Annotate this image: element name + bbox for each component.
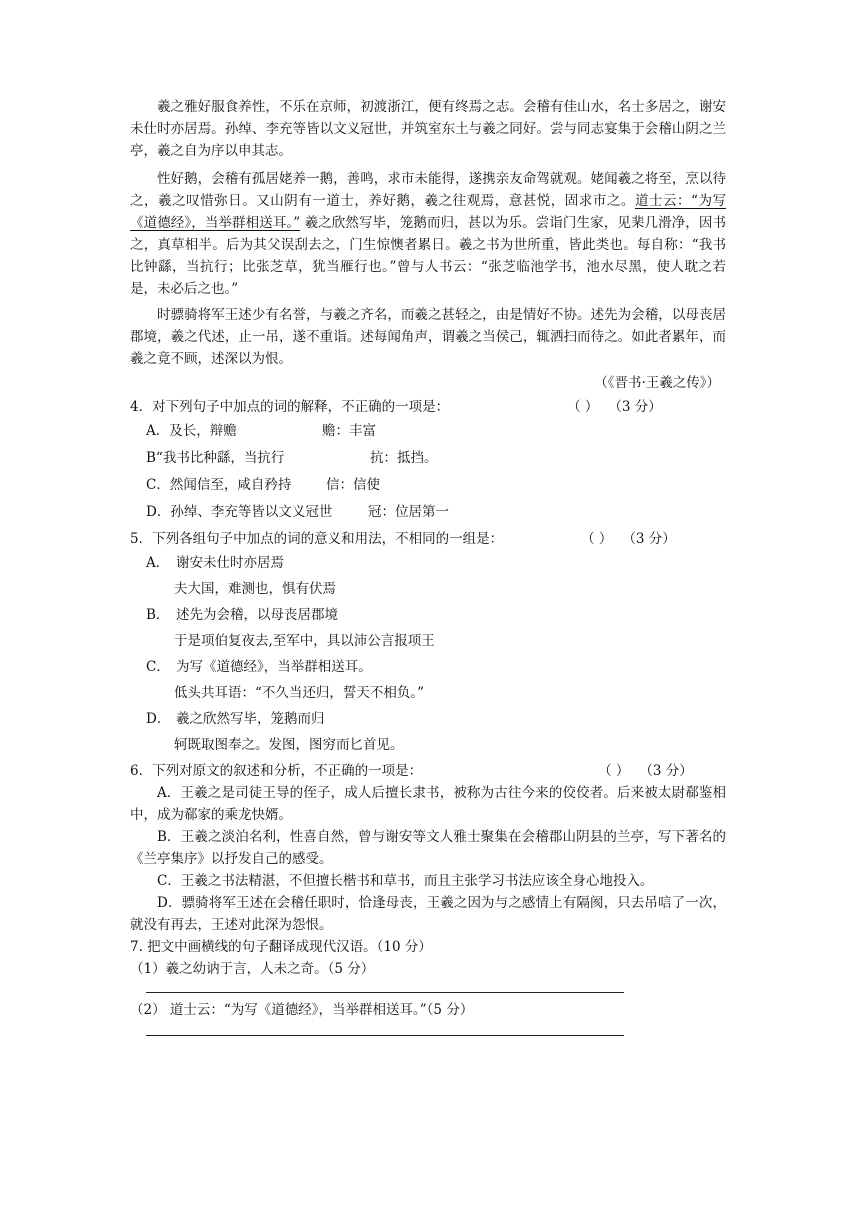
q5-group-b-line1: [130, 602, 726, 628]
q5-group-c-line1: [130, 654, 726, 680]
q5-group-b-label: B．: [146, 607, 170, 623]
q5-group-c-s1: 为写《道德经》，当举群相送耳。: [176, 659, 372, 675]
q5-score: （3 分）: [622, 531, 676, 547]
q7-answer-line-2[interactable]: [146, 1021, 624, 1036]
q6-stem-text: 6．下列对原文的叙述和分析，不正确的一项是：: [130, 763, 423, 779]
content-area: [130, 96, 726, 1036]
q5-group-c-label: C．: [146, 659, 170, 675]
q4-option-d: [130, 499, 726, 526]
q6-score: （3 分）: [639, 763, 693, 779]
q4-score: （3 分）: [608, 399, 662, 415]
q5-stem-text: 5．下列各组句子中加点的词的意义和用法，不相同的一组是：: [130, 531, 504, 547]
q5-groups: [130, 550, 726, 758]
q5-group-d-s1: 羲之欣然写毕，笼鹅而归: [176, 711, 325, 727]
q5-stem: [130, 528, 726, 550]
q4-answer-blank[interactable]: （ ）: [567, 399, 599, 415]
q5-group-c-s2: 低头共耳语：“不久当还归，誓天不相负。”: [174, 685, 425, 701]
passage-p2-after: 羲之欣然写毕，笼鹅而归，甚以为乐。尝诣门生家，见棐几滑净，因书之，真草相半。后为其父误刮去之，门生惊懊者累日。羲之书为世所重，皆此类也。每自称：“我书比钟繇，当抗行；比张芝草，犹当雁行也。”曾与人书云：“张芝临池学书，池水尽黑，使人耽之若是，未必后之也。”: [130, 215, 726, 297]
q5-group-a-s1: 谢安未仕时亦居焉: [176, 555, 284, 571]
q6-option-c: C．王羲之书法精湛，不但擅长楷书和草书，而且主张学习书法应该全身心地投入。: [157, 873, 654, 889]
q6-option-b: B．王羲之淡泊名利，性喜自然，曾与谢安等文人雅士聚集在会稽郡山阴县的兰亭，写下著名的《兰亭集序》以抒发自己的感受。: [130, 829, 726, 867]
q7-sub1: （1）羲之幼讷于言，人未之奇。（5 分）: [130, 961, 375, 977]
passage-paragraph-1: 羲之雅好服食养性，不乐在京师，初渡浙江，便有终焉之志。会稽有佳山水，名士多居之，谢安未仕时亦居焉。孙绰、李充等皆以文义冠世，并筑室东土与羲之同好。尝与同志宴集于会稽山阴之兰亭，羲之自为序以申其志。: [130, 99, 726, 159]
q5-group-a-label: A．: [146, 555, 170, 571]
passage-paragraph-3: 时骠骑将军王述少有名誉，与羲之齐名，而羲之甚轻之，由是情好不协。述先为会稽，以母丧居郡境，羲之代述，止一吊，遂不重诣。述每闻角声，谓羲之当侯己，辄洒扫而待之。如此者累年，而羲之竟不顾，述深以为恨。: [130, 307, 726, 367]
q4-option-c-sentence: C．然闻信至，咸自矜持: [146, 477, 292, 493]
q6-option-a: A．王羲之是司徒王导的侄子，成人后擅长隶书，被称为古往今来的佼佼者。后来被太尉郗鉴相中，成为郗家的乘龙快婿。: [130, 785, 726, 823]
q4-option-c: [130, 472, 726, 499]
q4-option-a-explain: 赡：丰富: [322, 423, 376, 439]
q6-answer-blank[interactable]: （ ）: [598, 763, 630, 779]
q5-group-d-line1: [130, 706, 726, 732]
q4-option-d-explain: 冠：位居第一: [368, 504, 449, 520]
q4-stem-text: 4．对下列句子中加点的词的解释，不正确的一项是：: [130, 399, 450, 415]
passage-p2-before: 性好鹅，会稽有孤居姥养一鹅，善鸣，求市未能得，遂携亲友命驾就观。姥闻羲之将至，烹以待之，羲之叹惜弥日。又山阴有一道士，养好鹅，羲之往观焉，意甚悦，固求市之。: [130, 171, 726, 209]
q6-option-d: D．骠骑将军王述在会稽任职时，恰逢母丧，王羲之因为与之感情上有隔阂，只去吊唁了一次，就没有再去，王述对此深为怨恨。: [130, 895, 726, 933]
q5-group-a-s2: 夫大国，难测也，惧有伏焉: [174, 581, 336, 597]
q6-stem: [130, 760, 726, 782]
q5-answer-blank[interactable]: （ ）: [581, 531, 613, 547]
source-citation: （《晋书·王羲之传》）: [594, 375, 720, 391]
q5-group-b-s1: 述先为会稽，以母丧居郡境: [176, 607, 338, 623]
q5-group-d-s2: 轲既取图奉之。发图，图穷而匕首见。: [174, 737, 404, 753]
q5-group-a-line1: [130, 550, 726, 576]
q4-option-c-explain: 信：信使: [326, 477, 380, 493]
passage-paragraph-2: [130, 168, 726, 300]
underlined-sentence: 道士云：“为写《道德经》，当举群相送耳。”: [130, 193, 726, 231]
q7-stem: 7. 把文中画横线的句子翻译成现代汉语。（10 分）: [130, 939, 432, 955]
q4-option-a-sentence: A．及长，辩赡: [146, 423, 237, 439]
q4-option-b-sentence: B“我书比种繇，当抗行: [146, 450, 285, 466]
q5-group-b-s2: 于是项伯复夜去,至军中，具以沛公言报项王: [174, 633, 435, 649]
q4-option-a: [130, 418, 726, 445]
q4-option-b-explain: 抗：抵挡。: [370, 450, 438, 466]
q4-option-d-sentence: D．孙绰、李充等皆以文义冠世: [146, 504, 333, 520]
q5-group-d-label: D．: [146, 711, 171, 727]
q4-options: [130, 418, 726, 526]
q7-answer-line-1[interactable]: [146, 980, 624, 993]
q7-sub2: （2） 道士云：“为写《道德经》，当举群相送耳。”（5 分）: [130, 1002, 474, 1018]
q4-option-b: [130, 445, 726, 472]
q4-stem: [130, 396, 726, 418]
